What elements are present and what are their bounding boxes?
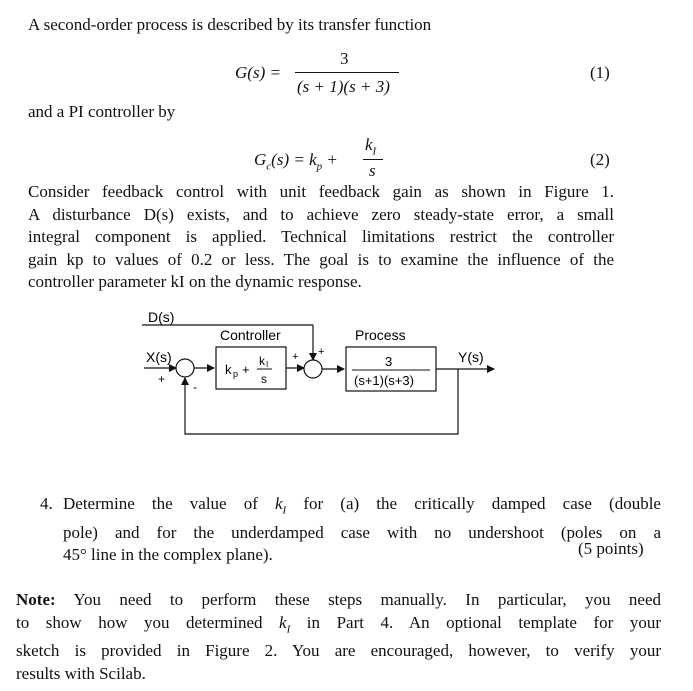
question-number: 4. bbox=[40, 494, 53, 513]
process-title: Process bbox=[355, 327, 406, 343]
eq1-numerator: 3 bbox=[340, 49, 349, 68]
question-text bbox=[63, 493, 661, 567]
controller-plus: + bbox=[242, 362, 250, 377]
note-line: sketch is provided in Figure 2. You are encouraged, however, to verify your bbox=[16, 641, 661, 661]
output-label: Y(s) bbox=[458, 349, 484, 365]
question-line: 45° line in the complex plane). bbox=[63, 545, 273, 565]
process-denominator: (s+1)(s+3) bbox=[354, 373, 414, 388]
controller-ki-sub: I bbox=[266, 360, 269, 369]
note-label: Note: bbox=[16, 590, 56, 609]
controller-s: s bbox=[261, 372, 267, 386]
pi-intro-text: and a PI controller by bbox=[28, 102, 176, 121]
question-line: pole) and for the underdamped case with no undershoot (poles on a bbox=[63, 522, 661, 542]
note-block bbox=[16, 589, 661, 685]
eq2-lhs: $G_c(s) = k_p$ + bbox=[254, 150, 338, 173]
eq1-lhs: G(s) = bbox=[235, 63, 281, 82]
note-line: to show how you determined $k_I$ in Part 4. An optional template for your bbox=[16, 612, 661, 635]
process-numerator: 3 bbox=[385, 354, 393, 369]
controller-title: Controller bbox=[220, 327, 281, 343]
summing-junction-1 bbox=[176, 359, 194, 377]
input-label: X(s) bbox=[146, 349, 172, 365]
paragraph-line: Consider feedback control with unit feedback gain as shown in Figure 1. bbox=[28, 182, 614, 201]
sum1-plus: + bbox=[158, 372, 166, 386]
note-line bbox=[16, 589, 661, 612]
paragraph-line: controller parameter kI on the dynamic response. bbox=[28, 272, 362, 291]
sum2-plus-left: + bbox=[292, 351, 299, 363]
eq2-numerator: $k_I$ bbox=[365, 135, 377, 158]
paragraph-line: A disturbance D(s) exists, and to achieve zero steady-state error, a small bbox=[28, 204, 614, 224]
eq1-number: (1) bbox=[590, 63, 610, 82]
note-line: results with Scilab. bbox=[16, 663, 146, 683]
controller-kp-sub: p bbox=[233, 369, 239, 379]
summing-junction-2 bbox=[304, 360, 322, 378]
eq1-denominator: (s + 1)(s + 3) bbox=[297, 77, 390, 96]
controller-ki: k bbox=[259, 354, 265, 368]
intro-text: A second-order process is described by its transfer function bbox=[28, 15, 432, 34]
paragraph-line: gain kp to values of 0.2 or less. The goal is to examine the influence of the bbox=[28, 249, 614, 269]
sum2-plus-top: + bbox=[318, 346, 325, 358]
eq2-number: (2) bbox=[590, 150, 610, 169]
sum1-minus: - bbox=[193, 380, 197, 394]
question-line: Determine the value of $k_I$ for (a) the critically damped case (double bbox=[63, 494, 661, 517]
note-line-0: You need to perform these steps manually. In particular, you need bbox=[73, 590, 661, 609]
paragraph-line: integral component is applied. Technical limitations restrict the controller bbox=[28, 227, 614, 246]
question-points: (5 points) bbox=[578, 539, 644, 558]
controller-kp: k bbox=[225, 362, 232, 377]
disturbance-label: D(s) bbox=[148, 309, 175, 325]
eq2-denominator: s bbox=[369, 161, 376, 180]
